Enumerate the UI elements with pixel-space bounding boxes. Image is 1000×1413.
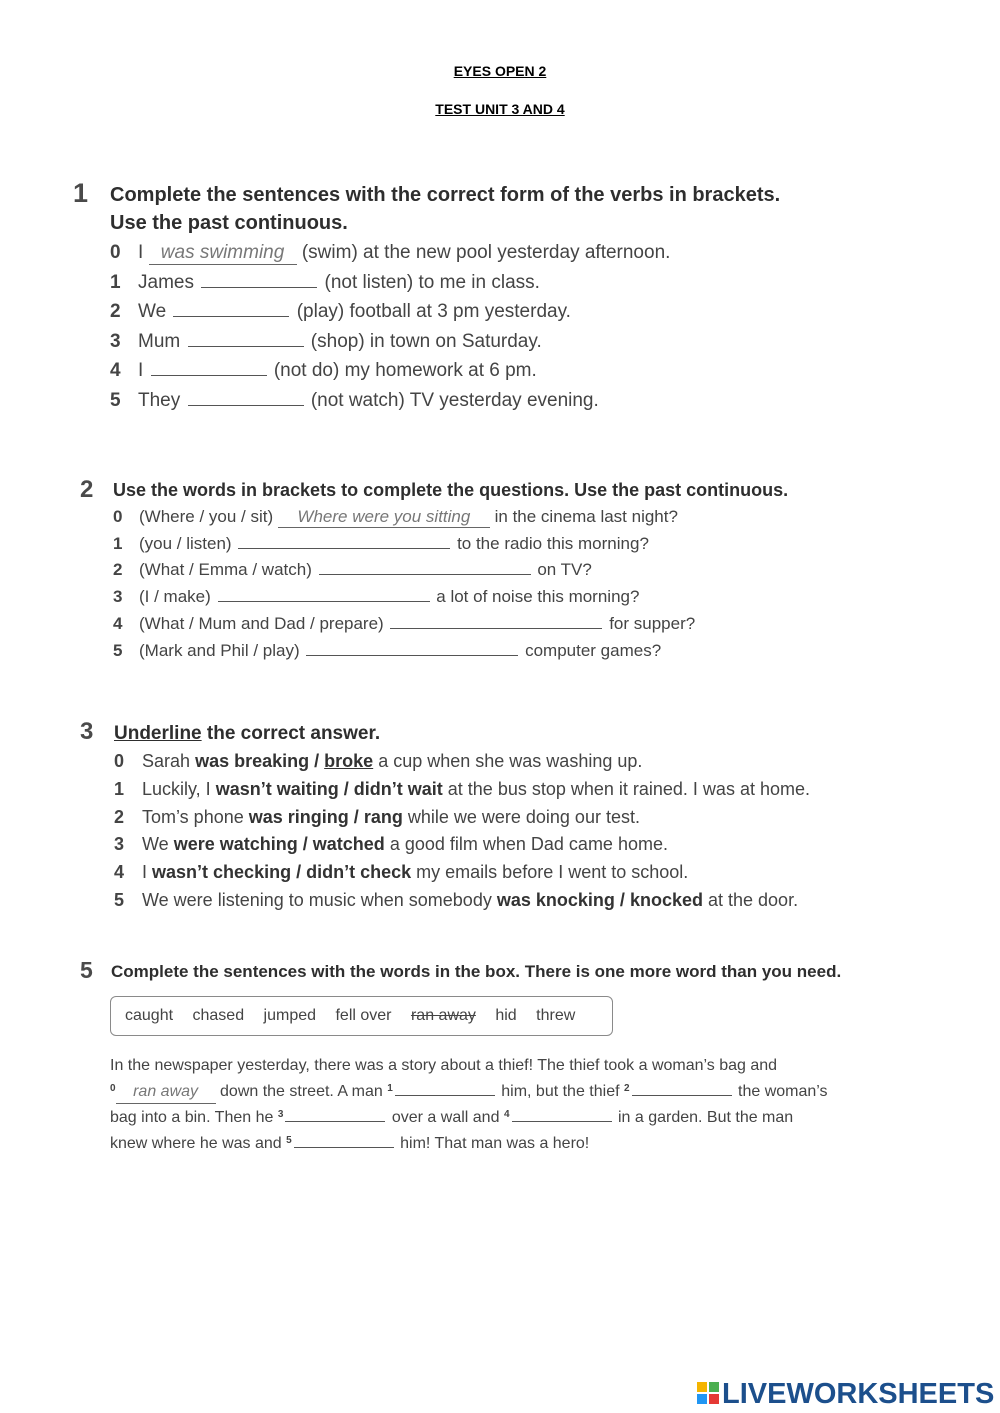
item-text: a cup when she was washing up. <box>378 751 643 771</box>
option-1[interactable]: was ringing <box>248 807 349 827</box>
item-text: while we were doing our test. <box>407 807 640 827</box>
item-number: 4 <box>113 614 123 633</box>
answer-blank[interactable] <box>201 286 317 288</box>
brand-name: LIVEWORKSHEETS <box>722 1378 995 1410</box>
item-text: (not listen) to me in class. <box>324 272 540 293</box>
answer-blank[interactable] <box>512 1120 612 1122</box>
answer-blank[interactable] <box>395 1094 495 1096</box>
gap-number: 3 <box>277 1109 284 1120</box>
worksheet-subtitle: TEST UNIT 3 AND 4 <box>435 101 565 117</box>
answer-blank[interactable] <box>285 1120 385 1122</box>
answer-blank[interactable] <box>218 600 430 602</box>
item-text: on TV? <box>537 560 592 579</box>
answer-blank[interactable] <box>390 627 602 629</box>
story-text: him! That man was a hero! <box>400 1134 590 1152</box>
answer-blank[interactable] <box>238 547 450 549</box>
item-number: 3 <box>114 834 125 854</box>
item-number: 2 <box>113 560 123 579</box>
item-number: 2 <box>110 301 121 322</box>
option-1[interactable]: was knocking <box>496 890 615 910</box>
item-text: We were listening to music when somebody <box>142 890 492 910</box>
answer-blank[interactable] <box>632 1094 732 1096</box>
story-line: In the newspaper yesterday, there was a story about a thief! The thief took a woman’s bag and <box>110 1057 778 1074</box>
item-number: 0 <box>113 507 123 526</box>
section3-instruction <box>114 723 380 745</box>
word-fell-over: fell over <box>335 1007 392 1024</box>
item-text: We <box>142 834 169 854</box>
option-separator: / <box>302 834 308 854</box>
item-text: to the radio this morning? <box>457 534 649 553</box>
section1-instruction-2: Use the past continuous. <box>110 212 348 234</box>
item-number: 3 <box>110 331 121 352</box>
option-2[interactable]: broke <box>324 751 374 771</box>
option-2[interactable]: didn’t wait <box>353 779 443 799</box>
word-threw: threw <box>536 1007 576 1024</box>
story-line <box>110 1078 828 1105</box>
item-number: 2 <box>114 807 125 827</box>
section2-number: 2 <box>80 476 94 503</box>
item-text: Tom’s phone <box>142 807 244 827</box>
item-text: at the door. <box>708 890 799 910</box>
story-text: over a wall and <box>391 1109 500 1126</box>
option-2[interactable]: didn’t check <box>306 862 412 882</box>
gap-number: 2 <box>624 1082 630 1094</box>
option-separator: / <box>353 807 359 827</box>
option-separator: / <box>314 751 320 771</box>
item-text: Luckily, I <box>142 779 211 799</box>
section1-number: 1 <box>73 178 89 208</box>
answer-blank[interactable] <box>173 315 289 317</box>
item-text: (swim) at the new pool yesterday afternoon. <box>301 242 671 263</box>
item-text: my emails before I went to school. <box>416 862 689 882</box>
story-text: down the street. A man <box>220 1082 383 1100</box>
item-text: (you / listen) <box>139 534 232 553</box>
item-text: a good film when Dad came home. <box>389 834 668 854</box>
item-text: I <box>142 862 148 882</box>
word-caught: caught <box>125 1007 174 1024</box>
item-number: 5 <box>110 390 121 411</box>
item-text: (play) football at 3 pm yesterday. <box>296 301 571 322</box>
word-box <box>110 996 613 1036</box>
answer-blank[interactable] <box>151 374 267 376</box>
gap-number: 5 <box>286 1134 292 1146</box>
story-paragraph <box>110 1055 828 1155</box>
option-2[interactable]: knocked <box>629 890 703 910</box>
option-1[interactable]: was breaking <box>195 751 310 771</box>
item-text: (shop) in town on Saturday. <box>310 331 542 352</box>
item-text: for supper? <box>609 614 696 633</box>
item-number: 5 <box>113 641 123 660</box>
item-text: at the bus stop when it rained. I was at home. <box>447 779 810 799</box>
item-number: 1 <box>113 534 123 553</box>
item-text: (What / Mum and Dad / prepare) <box>139 614 384 633</box>
item-text: We <box>138 301 167 322</box>
item-text: James <box>138 272 194 293</box>
example-answer: was swimming <box>149 242 297 265</box>
item-text: a lot of noise this morning? <box>436 587 640 606</box>
story-text: the woman’s <box>738 1082 828 1100</box>
option-1[interactable]: wasn’t waiting <box>215 779 339 799</box>
story-line <box>110 1130 828 1156</box>
item-text: (Where / you / sit) <box>139 507 274 526</box>
option-1[interactable]: wasn’t checking <box>152 862 292 882</box>
section1-instruction: Complete the sentences with the correct form of the verbs in brackets. <box>110 184 781 206</box>
logo-icon <box>696 1381 720 1405</box>
item-text: Mum <box>138 331 181 352</box>
answer-blank[interactable] <box>188 404 304 406</box>
worksheet-title: EYES OPEN 2 <box>453 63 547 79</box>
item-text: Sarah <box>142 751 191 771</box>
example-answer: Where were you sitting <box>278 507 490 528</box>
option-separator: / <box>619 890 625 910</box>
section5-number: 5 <box>80 957 93 983</box>
item-number: 0 <box>110 242 121 263</box>
instruction-text: the correct answer. <box>206 723 381 744</box>
option-1[interactable]: were watching <box>173 834 298 854</box>
section2-instruction: Use the words in brackets to complete the questions. Use the past continuous. <box>113 480 789 500</box>
word-jumped: jumped <box>263 1007 317 1024</box>
story-text: him, but the thief <box>501 1082 620 1100</box>
item-number: 1 <box>110 272 121 293</box>
story-text: bag into a bin. Then he <box>110 1109 274 1126</box>
answer-blank[interactable] <box>319 573 531 575</box>
option-2[interactable]: rang <box>363 807 403 827</box>
option-separator: / <box>296 862 302 882</box>
story-line <box>110 1104 828 1130</box>
word-ran-away: ran away <box>410 1007 476 1024</box>
option-2[interactable]: watched <box>312 834 385 854</box>
answer-blank[interactable] <box>294 1146 394 1148</box>
story-text: in a garden. But the man <box>617 1109 794 1126</box>
section5-instruction: Complete the sentences with the words in the box. There is one more word than you need. <box>111 962 842 981</box>
gap-number: 1 <box>387 1082 393 1094</box>
answer-blank[interactable] <box>188 345 304 347</box>
item-text: (not watch) TV yesterday evening. <box>310 390 599 411</box>
item-number: 4 <box>110 360 121 381</box>
item-text: in the cinema last night? <box>494 507 678 526</box>
item-number: 3 <box>113 587 123 606</box>
answer-blank[interactable] <box>306 654 518 656</box>
item-text: I <box>138 242 144 263</box>
item-number: 5 <box>114 890 125 910</box>
word-hid: hid <box>495 1007 517 1024</box>
item-text: computer games? <box>525 641 662 660</box>
option-separator: / <box>343 779 349 799</box>
item-text: I <box>138 360 144 381</box>
item-number: 0 <box>114 751 125 771</box>
story-text: knew where he was and <box>110 1134 282 1152</box>
item-text: (Mark and Phil / play) <box>139 641 300 660</box>
item-number: 4 <box>114 862 125 882</box>
gap-number: 4 <box>503 1109 510 1120</box>
instruction-underline-word: Underline <box>114 723 202 744</box>
section3-number: 3 <box>80 718 94 745</box>
item-text: They <box>138 390 181 411</box>
word-chased: chased <box>192 1007 245 1024</box>
example-answer: ran away <box>116 1081 216 1105</box>
item-text: (What / Emma / watch) <box>139 560 312 579</box>
item-text: (I / make) <box>139 587 211 606</box>
gap-number: 0 <box>110 1082 116 1094</box>
item-text: (not do) my homework at 6 pm. <box>273 360 537 381</box>
item-number: 1 <box>114 779 125 799</box>
